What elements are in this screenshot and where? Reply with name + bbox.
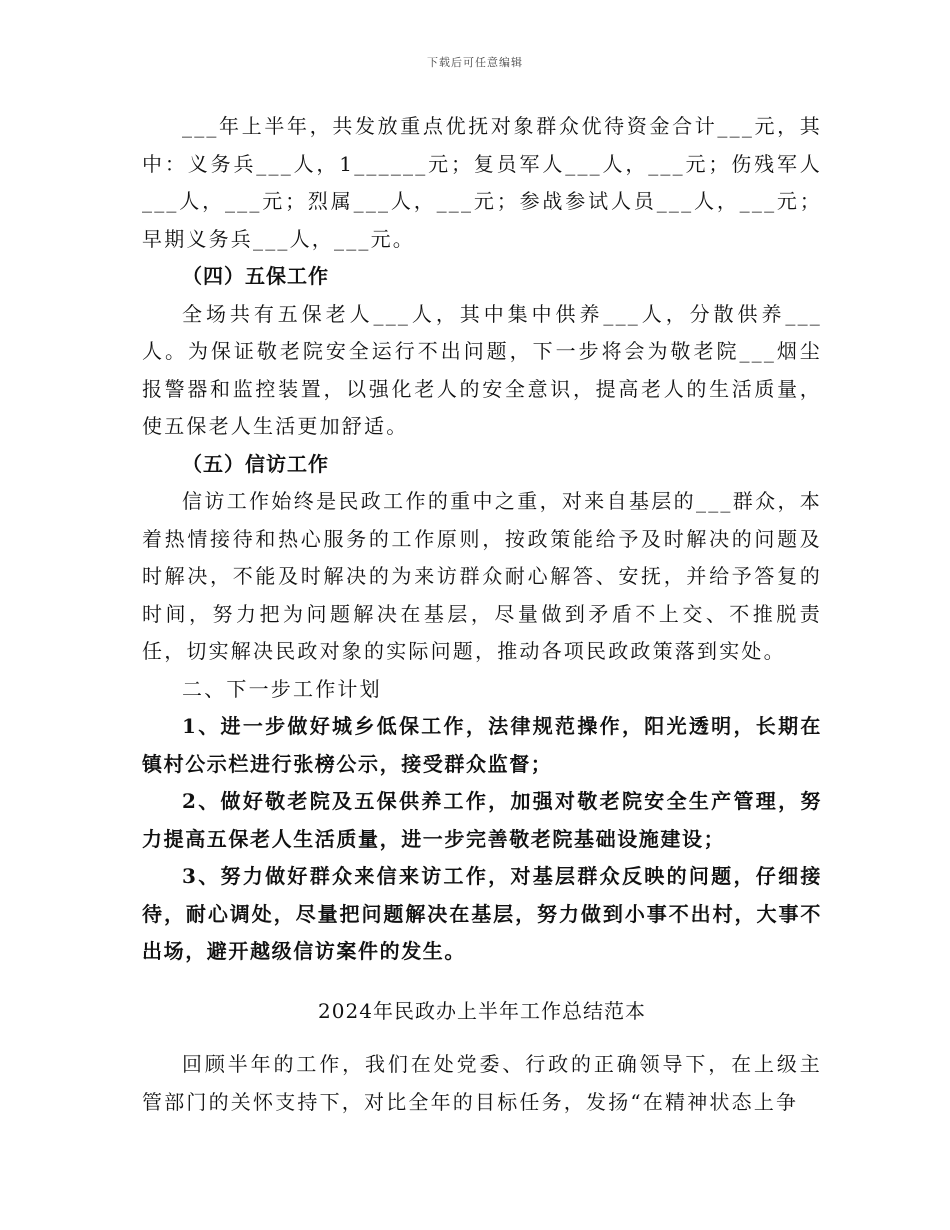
heading-petitions: （五）信访工作: [182, 451, 329, 476]
document-body: [142, 108, 822, 1121]
paragraph-petitions: 信访工作始终是民政工作的重中之重，对来自基层的___群众，本着热情接待和热心服务的工作原则，按政策能给予及时解决的问题及时解决，不能及时解决的为来访群众耐心解答、安抚，并给予答复的时间，努力把为问题解决在基层，尽量做到矛盾不上交、不推脱责任，切实解决民政对象的实际问题，推动各项民政政策落到实处。: [142, 489, 822, 663]
plan-item-3: 3、努力做好群众来信来访工作，对基层群众反映的问题，仔细接待，耐心调处，尽量把问题解决在基层，努力做到小事不出村，大事不出场，避开越级信访案件的发生。: [142, 864, 822, 963]
heading-five-guarantees: （四）五保工作: [182, 264, 329, 288]
page-header-note: 下载后可任意编辑: [427, 56, 523, 69]
heading-next-plan: 二、下一步工作计划: [182, 676, 382, 701]
plan-item-1: 1、进一步做好城乡低保工作，法律规范操作，阳光透明，长期在镇村公示栏进行张榜公示，接受群众监督；: [142, 714, 822, 776]
paragraph-five-guarantees: 全场共有五保老人___人，其中集中供养___人，分散供养___人。为保证敬老院安全运行不出问题，下一步将会为敬老院___烟尘报警器和监控装置，以强化老人的安全意识，提高老人的生活质量，使五保老人生活更加舒适。: [142, 301, 822, 438]
paragraph-review: 回顾半年的工作，我们在处党委、行政的正确领导下，在上级主管部门的关怀支持下，对比全年的目标任务，发扬“在精神状态上争: [142, 1052, 822, 1114]
paragraph-preferential-funds: ___年上半年，共发放重点优抚对象群众优待资金合计___元，其中：义务兵___人，1______元；复员军人___人，___元；伤残军人___人，___元；烈属___人，___元；参战参试人员___人，___元；早期义务兵___人，___元。: [142, 114, 822, 251]
document-title: 2024年民政办上半年工作总结范本: [318, 998, 646, 1023]
plan-item-2: 2、做好敬老院及五保供养工作，加强对敬老院安全生产管理，努力提高五保老人生活质量，进一步完善敬老院基础设施建设；: [142, 789, 822, 851]
